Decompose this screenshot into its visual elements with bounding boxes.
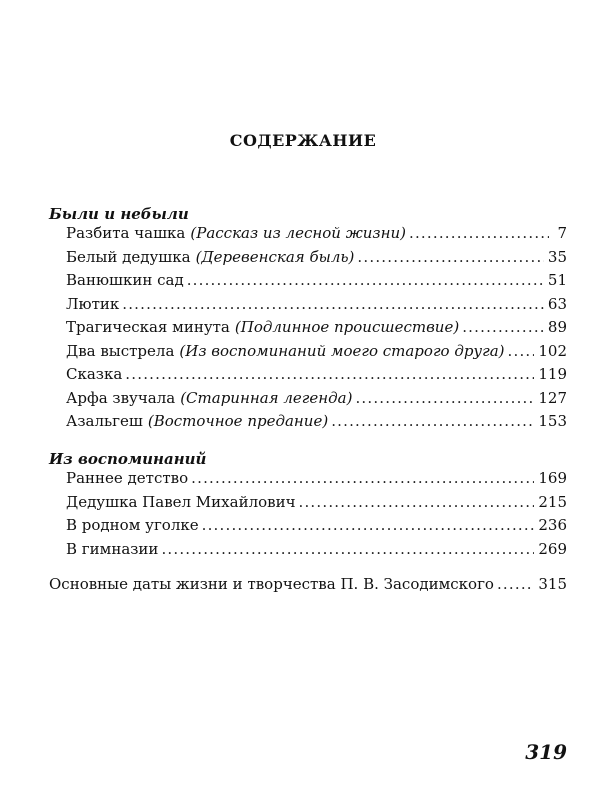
toc-entry-page: 127 [538, 388, 567, 407]
toc-entry-title: Арфа звучала [66, 388, 176, 407]
toc-entry-subtitle: (Из воспоминаний моего старого друга) [179, 341, 505, 360]
dot-leader [202, 514, 535, 538]
dot-leader [508, 340, 535, 364]
page-number: 319 [525, 740, 567, 764]
toc-entry[interactable] [66, 340, 567, 364]
toc-entry[interactable] [66, 387, 567, 411]
toc-entry-title: Трагическая минута [66, 318, 230, 336]
toc-entry-title: Лютик [66, 294, 120, 313]
toc-entry[interactable] [66, 514, 567, 538]
dot-leader [298, 491, 534, 515]
dot-leader [409, 222, 549, 246]
dot-leader [357, 246, 543, 270]
toc-entry-subtitle: (Рассказ из лесной жизни) [190, 224, 406, 242]
toc-entry[interactable] [66, 491, 567, 515]
dot-leader [331, 410, 534, 434]
toc-entry-page: 236 [538, 516, 567, 534]
toc-entry[interactable] [66, 363, 567, 387]
toc-entry-page: 7 [557, 224, 567, 242]
toc-entry-page: 119 [538, 365, 567, 383]
dot-leader [355, 387, 534, 411]
toc-entry-chronology[interactable] [49, 573, 567, 597]
toc-entry-title: Разбита чашка [66, 224, 186, 242]
toc-entry[interactable] [66, 222, 567, 246]
toc-entry-title: В гимназии [66, 539, 159, 558]
toc-entry-title: Сказка [66, 365, 123, 383]
toc-entry-page: 169 [538, 469, 567, 487]
toc-entry-page: 215 [538, 492, 567, 511]
toc-entry-page: 315 [538, 575, 567, 593]
dot-leader [122, 293, 544, 317]
dot-leader [497, 573, 534, 597]
toc-entry-title: Дедушка Павел Михайлович [66, 492, 296, 511]
toc-entry-subtitle: (Старинная легенда) [180, 388, 353, 407]
toc-entry-page: 63 [547, 294, 567, 313]
toc-entry-page: 51 [547, 271, 567, 289]
toc-entry-page: 153 [538, 412, 567, 430]
toc-entry[interactable] [66, 269, 567, 293]
toc-entry-title: Ванюшкин сад [66, 271, 184, 289]
toc-entry[interactable] [66, 538, 567, 562]
toc-entry-subtitle: (Деревенская быль) [195, 247, 355, 266]
dot-leader [191, 467, 534, 491]
toc-entry-title: Азальгеш [66, 412, 143, 430]
toc-entry-page: 269 [538, 539, 567, 558]
toc-entry-subtitle: (Подлинное происшествие) [234, 318, 460, 336]
toc-entry[interactable] [66, 410, 567, 434]
dot-leader [187, 269, 544, 293]
toc-entry-page: 102 [538, 341, 567, 360]
toc-entry-title: Белый дедушка [66, 247, 191, 266]
page-title: СОДЕРЖАНИЕ [229, 131, 377, 150]
toc-list-final [49, 573, 567, 597]
toc-entry[interactable] [66, 246, 567, 270]
dot-leader [125, 363, 534, 387]
toc-entry-page: 35 [547, 247, 567, 266]
toc-entry-subtitle: (Восточное предание) [147, 412, 329, 430]
toc-list-byli [66, 222, 567, 434]
section-heading-byli: Были и небыли [49, 205, 189, 223]
toc-entry-title: Два выстрела [66, 341, 175, 360]
toc-entry[interactable] [66, 467, 567, 491]
toc-entry-title: В родном уголке [66, 516, 199, 534]
toc-entry-title: Раннее детство [66, 469, 189, 487]
toc-entry[interactable] [66, 316, 567, 340]
dot-leader [462, 316, 544, 340]
dot-leader [161, 538, 534, 562]
section-heading-vospominaniy: Из воспоминаний [49, 450, 207, 468]
toc-entry[interactable] [66, 293, 567, 317]
toc-entry-title: Основные даты жизни и творчества П. В. Засодимского [49, 575, 494, 593]
toc-entry-page: 89 [547, 318, 567, 336]
toc-list-vospominaniy [66, 467, 567, 561]
